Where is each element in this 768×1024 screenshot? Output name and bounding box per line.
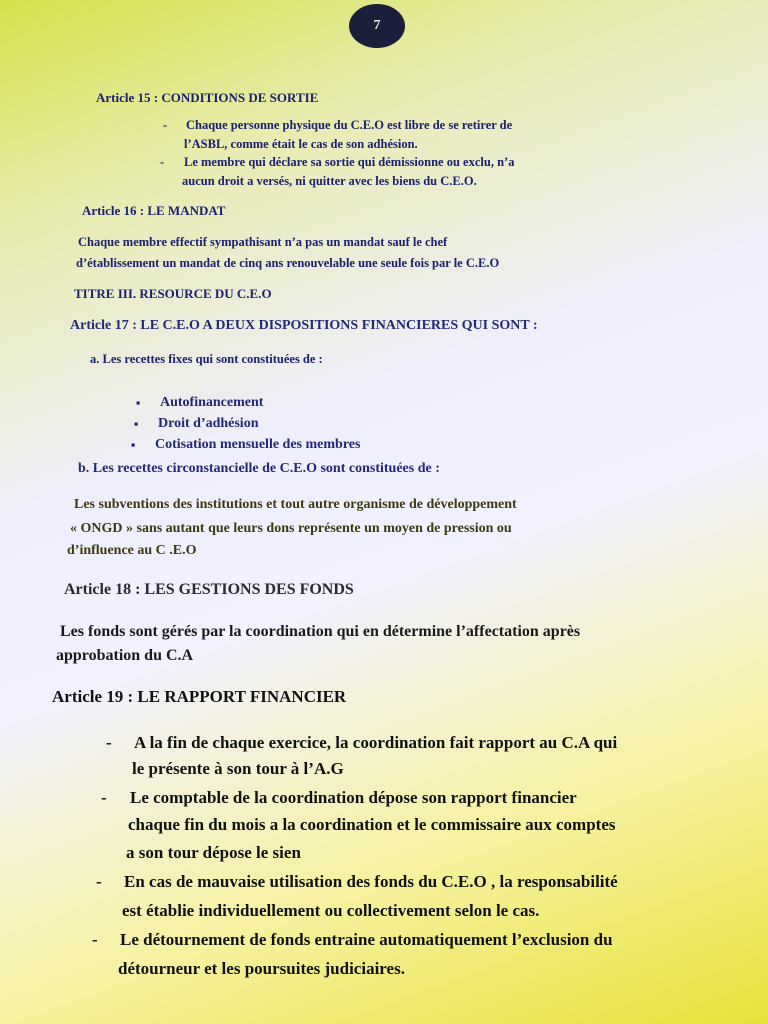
article-17-item-a: a. Les recettes fixes qui sont constituées de :: [90, 352, 323, 366]
article-19-item-3-line-2: est établie individuellement ou collectivement selon le cas.: [122, 901, 540, 920]
article-17-title: Article 17 : LE C.E.O A DEUX DISPOSITIONS FINANCIERES QUI SONT :: [70, 318, 538, 333]
square-bullet: ▪: [134, 417, 139, 431]
article-19-item-3-line-1: En cas de mauvaise utilisation des fonds du C.E.O , la responsabilité: [124, 872, 618, 891]
article-17-bullet-2: Droit d’adhésion: [158, 416, 259, 431]
dash-bullet: -: [160, 155, 165, 169]
article-16-line-1: Chaque membre effectif sympathisant n’a pas un mandat sauf le chef: [78, 235, 448, 249]
square-bullet: ▪: [136, 396, 141, 410]
article-17-item-b: b. Les recettes circonstancielle de C.E.O sont constituées de :: [78, 461, 440, 476]
article-17-bullet-3: Cotisation mensuelle des membres: [155, 437, 361, 452]
article-15-item-2-line-2: aucun droit a versés, ni quitter avec les biens du C.E.O.: [182, 174, 477, 188]
article-18-title: Article 18 : LES GESTIONS DES FONDS: [64, 581, 354, 598]
article-19-item-2-line-3: a son tour dépose le sien: [126, 843, 301, 862]
article-17-para-line-3: d’influence au C .E.O: [67, 543, 197, 558]
square-bullet: ▪: [131, 438, 136, 452]
article-15-title: Article 15 : CONDITIONS DE SORTIE: [96, 90, 319, 105]
article-17-para-line-2: « ONGD » sans autant que leurs dons représente un moyen de pression ou: [70, 521, 512, 536]
article-19-item-2-line-1: Le comptable de la coordination dépose son rapport financier: [130, 788, 577, 807]
article-16-line-2: d’établissement un mandat de cinq ans renouvelable une seule fois par le C.E.O: [76, 256, 500, 270]
dash-bullet: -: [163, 118, 168, 132]
article-19-item-1-line-1: A la fin de chaque exercice, la coordination fait rapport au C.A qui: [134, 733, 618, 752]
article-19-item-4-line-1: Le détournement de fonds entraine automatiquement l’exclusion du: [120, 930, 613, 949]
article-16-title: Article 16 : LE MANDAT: [82, 203, 226, 218]
article-19-item-1-line-2: le présente à son tour à l’A.G: [132, 759, 344, 778]
page-number-badge: 7: [349, 4, 405, 48]
article-15-item-1-line-2: l’ASBL, comme était le cas de son adhésion.: [184, 137, 418, 151]
dash-bullet: -: [96, 872, 102, 891]
article-15-item-1-line-1: Chaque personne physique du C.E.O est libre de se retirer de: [186, 118, 513, 132]
dash-bullet: -: [92, 930, 98, 949]
article-17-bullet-1: Autofinancement: [160, 395, 264, 410]
dash-bullet: -: [101, 788, 107, 807]
article-18-line-1: Les fonds sont gérés par la coordination qui en détermine l’affectation après: [60, 623, 581, 640]
article-19-title: Article 19 : LE RAPPORT FINANCIER: [52, 687, 347, 706]
article-19-item-4-line-2: détourneur et les poursuites judiciaires.: [118, 959, 405, 978]
article-18-line-2: approbation du C.A: [56, 647, 194, 664]
article-17-para-line-1: Les subventions des institutions et tout autre organisme de développement: [74, 497, 517, 512]
article-19-item-2-line-2: chaque fin du mois a la coordination et le commissaire aux comptes: [128, 815, 616, 834]
titre-iii-heading: TITRE III. RESOURCE DU C.E.O: [74, 286, 272, 301]
dash-bullet: -: [106, 733, 112, 752]
article-15-item-2-line-1: Le membre qui déclare sa sortie qui démissionne ou exclu, n’a: [184, 155, 515, 169]
